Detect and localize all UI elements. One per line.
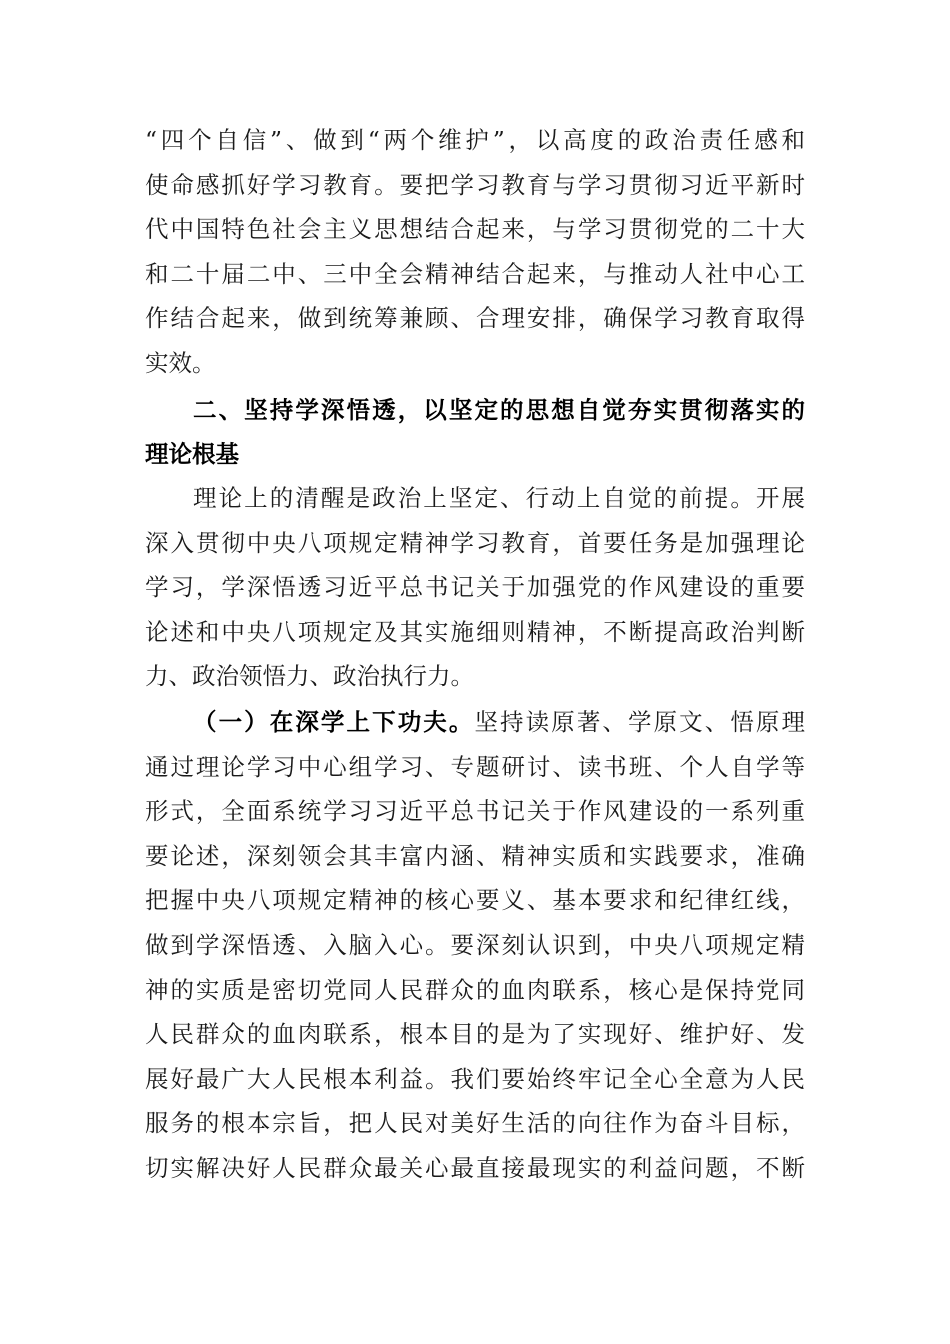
intro-line-3: 代中国特色社会主义思想结合起来，与学习贯彻党的二十大: [145, 215, 805, 243]
sub1-line-7: 神的实质是密切党同人民群众的血肉联系，核心是保持党同: [145, 976, 805, 1004]
sub1-title: （一）在深学上下功夫。: [193, 708, 475, 736]
sub1-line-2: 通过理论学习中心组学习、专题研讨、读书班、个人自学等: [145, 753, 805, 781]
intro-line-5: 作结合起来，做到统筹兼顾、合理安排，确保学习教育取得: [145, 304, 805, 332]
intro-line-4: 和二十届二中、三中全会精神结合起来，与推动人社中心工: [145, 260, 805, 288]
intro-line-6: 实效。: [145, 349, 216, 377]
sub1-line-11: 切实解决好人民群众最关心最直接最现实的利益问题，不断: [145, 1154, 805, 1182]
intro-line-1: “四个自信”、做到“两个维护”，以高度的政治责任感和: [145, 126, 805, 154]
sub1-line-9: 展好最广大人民根本利益。我们要始终牢记全心全意为人民: [145, 1065, 805, 1093]
theory-line-2: 深入贯彻中央八项规定精神学习教育，首要任务是加强理论: [145, 529, 805, 557]
theory-line-3: 学习，学深悟透习近平总书记关于加强党的作风建设的重要: [145, 573, 805, 601]
sub1-line-8: 人民群众的血肉联系，根本目的是为了实现好、维护好、发: [145, 1020, 805, 1048]
sub1-line-3: 形式，全面系统学习习近平总书记关于作风建设的一系列重: [145, 797, 805, 825]
sub1-line-6: 做到学深悟透、入脑入心。要深刻认识到，中央八项规定精: [145, 931, 805, 959]
sub1-line-5: 把握中央八项规定精神的核心要义、基本要求和纪律红线，: [145, 886, 805, 914]
sub1-line-4: 要论述，深刻领会其丰富内涵、精神实质和实践要求，准确: [145, 842, 805, 870]
theory-line-4: 论述和中央八项规定及其实施细则精神，不断提高政治判断: [145, 618, 805, 646]
sub1-first-rest: 坚持读原著、学原文、悟原理: [474, 708, 806, 736]
sub1-line-1: [193, 702, 805, 742]
sub1-line-10: 服务的根本宗旨，把人民对美好生活的向往作为奋斗目标，: [145, 1109, 805, 1137]
section-heading-line-1: 二、坚持学深悟透，以坚定的思想自觉夯实贯彻落实的: [193, 396, 805, 424]
theory-line-1: 理论上的清醒是政治上坚定、行动上自觉的前提。开展: [193, 484, 805, 512]
theory-line-5: 力、政治领悟力、政治执行力。: [145, 662, 474, 690]
intro-line-2: 使命感抓好学习教育。要把学习教育与学习贯彻习近平新时: [145, 171, 805, 199]
section-heading-line-2: 理论根基: [145, 440, 239, 468]
